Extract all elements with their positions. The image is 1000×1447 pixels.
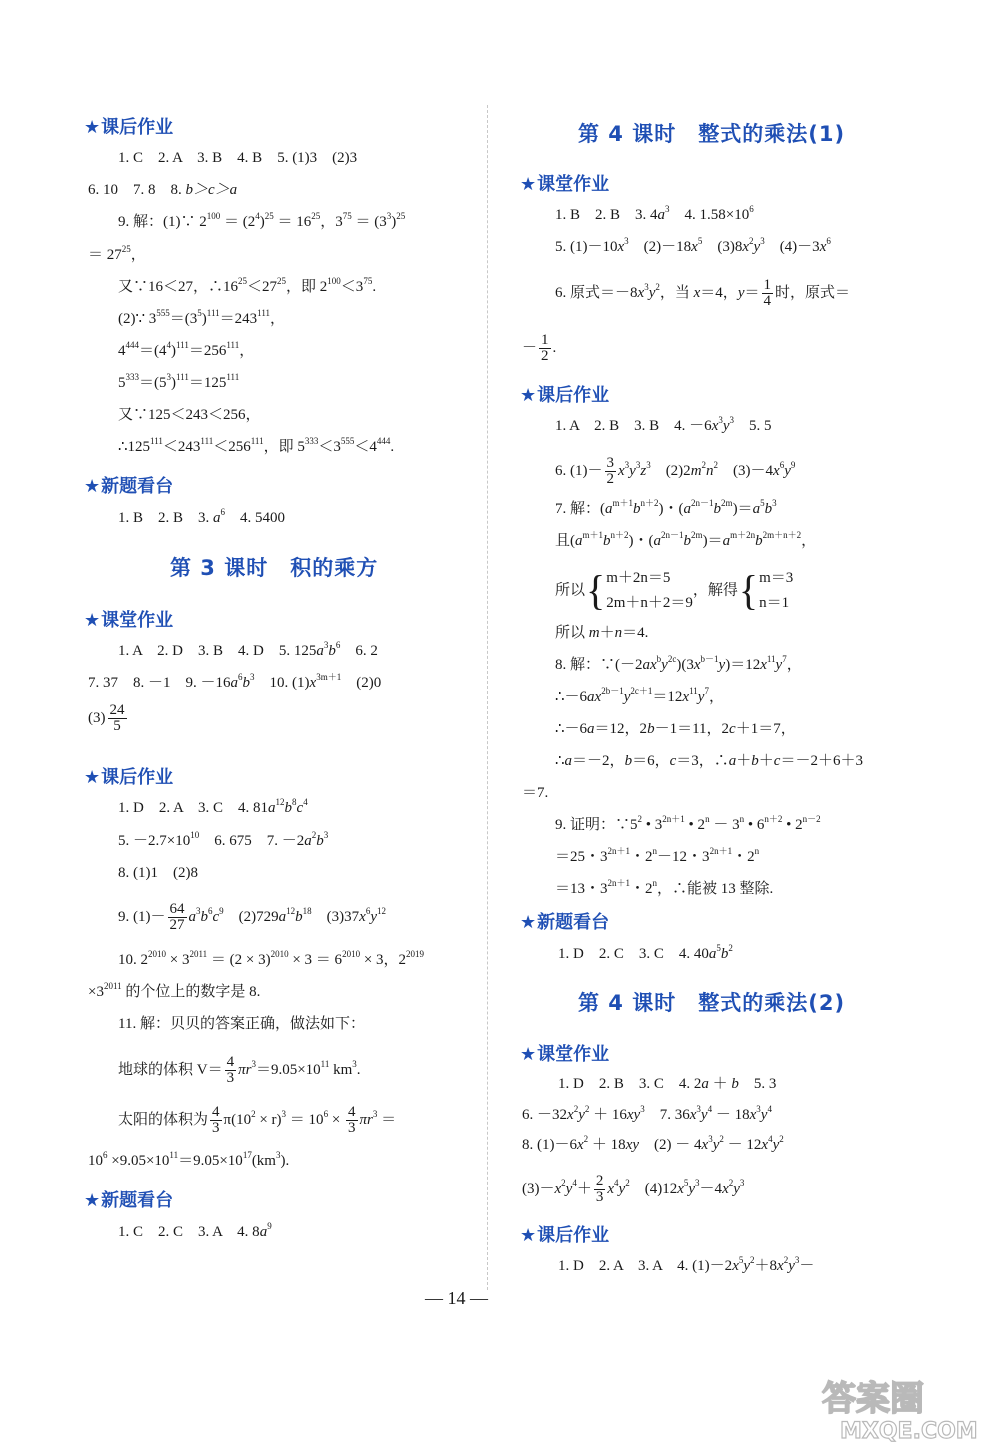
answer-line: $5^{333}=(5^3)^{111}=125^{111}$	[118, 372, 240, 391]
answer-line: 地球的体积 V＝ $\frac{4}{3}$ $\pi r^3=9.05\times 10^{11}$ $km^3$.	[118, 1054, 361, 1086]
answer-line: $(3)-x^2y^4+$ $\frac{2}{3}$ $x^4y^2$ $(4)12x^5y^3-4x^2y^3$	[522, 1173, 745, 1205]
answer-line: 1. A 2. D 3. B 4. D 5. $125a^3b^6$ 6. 2	[118, 640, 378, 659]
watermark-graphic	[818, 1372, 996, 1442]
answer-line: 1. B 2. B 3. $4a^3$ 4. $1.58\times 10^6$	[555, 204, 754, 223]
section-homework-in-class: ★课堂作业	[520, 174, 610, 195]
answer-line: 所以 m＋n＝4.	[555, 625, 649, 641]
fraction: $\frac{2}{3}$	[595, 1173, 604, 1205]
star-icon: ★	[520, 385, 537, 406]
answer-line: 1. B 2. B 3. $a^6$ 4. 5400	[118, 507, 286, 526]
equation-system-line: 所以{m＋2n＝5 2m＋n＋2＝9，解得{m＝3 n＝1	[555, 566, 794, 615]
lesson-title: 第 3 课时 积的乘方	[170, 556, 379, 580]
answer-line: ∴－6a＝12，2b－1＝11，2c＋1＝7，	[555, 721, 796, 737]
answer-line: 6. (1)－ $\frac{3}{2}$ $x^3y^3z^3$ $(2)2m^2n^2$ $(3)-4x^6y^9$	[555, 455, 796, 487]
section-new-problems: ★新题看台	[84, 1190, 174, 1211]
star-icon: ★	[520, 174, 537, 195]
answer-line: $10^6 \times 9.05\times 10^{11}=9.05\times 10^{17}(km^3)$.	[88, 1150, 290, 1169]
page-number: — 14 —	[425, 1288, 488, 1308]
section-homework-after-class: ★课后作业	[520, 1225, 610, 1246]
answer-line: 10. $2^{2010} \times 3^{2011} = (2 \times 3)^{2010} \times 3 = 6^{2010} \times 3$，$2^{2019}$	[118, 949, 425, 968]
answer-line: 7. 解：$(a^{m+1}b^{n+2})$・$(a^{2n-1}b^{2m})=a^5b^3$	[555, 498, 777, 517]
answer-line: (2)∵ $3^{555}=(3^5)^{111}=243^{111}$，	[118, 308, 286, 327]
equation-system: m＝3 n＝1	[759, 570, 794, 611]
fraction: $\frac{3}{2}$	[606, 455, 614, 487]
column-divider	[487, 105, 488, 1290]
answer-line: $\therefore-6ax^{2b-1}y^{2c+1}=12x^{11}y^7$，	[555, 686, 724, 705]
left-brace: {	[738, 566, 759, 615]
answer-line: 9. (1)－ $\frac{64}{27}$ $a^3b^6c^9$ $(2)729a^{12}b^{18}$ $(3)37x^6y^{12}$	[118, 901, 387, 933]
watermark-text: 答案圈	[822, 1379, 924, 1419]
star-icon: ★	[520, 1044, 537, 1065]
section-homework-after-class: ★课后作业	[84, 117, 174, 138]
answer-line: 1. A 2. B 3. B 4. $-6x^3y^3$ 5. 5	[555, 415, 772, 434]
section-homework-after-class: ★课后作业	[84, 767, 174, 788]
section-homework-after-class: ★课后作业	[520, 385, 610, 406]
section-homework-in-class: ★课堂作业	[84, 610, 174, 631]
answer-line: 6. $-32x^2y^2 + 16xy^3$ 7. $36x^3y^4 - 18x^3y^4$	[522, 1104, 772, 1123]
answer-line: 6. 10 7. 8 8. b＞c＞a	[88, 182, 238, 198]
answer-line: 1. D 2. C 3. C 4. $40a^5b^2$	[558, 943, 733, 962]
star-icon: ★	[84, 476, 101, 497]
answer-line: 太阳的体积为 $\frac{4}{3}$ $\pi(10^2 \times r)^3 = 10^6$ × $\frac{4}{3}$ $\pi r^3$ ＝	[118, 1104, 397, 1136]
answer-line: 1. C 2. A 3. B 4. B 5. (1)3 (2)3	[118, 150, 358, 166]
equation-system: m＋2n＝5 2m＋n＋2＝9	[606, 570, 693, 611]
fraction: $\frac{64}{27}$	[169, 901, 185, 933]
star-icon: ★	[84, 1190, 101, 1211]
section-new-problems: ★新题看台	[520, 912, 610, 933]
answer-line: 1. D 2. B 3. C 4. 2a ＋ b 5. 3	[558, 1076, 777, 1092]
answer-line: 1. C 2. C 3. A 4. $8a^9$	[118, 1221, 272, 1240]
answer-line: ＝25・$3^{2n+1}$・$2^n-12$・$3^{2n+1}$・2$^n$	[555, 846, 760, 865]
answer-line: 8. $(1)-6x^2 + 18xy$ $(2) - 4x^3y^2 - 12x^4y^2$	[522, 1134, 784, 1153]
star-icon: ★	[84, 767, 101, 788]
answer-line: ＝ $27^{25}$，	[88, 244, 146, 263]
answer-line: $\therefore 125^{111}<243^{111}<256^{111}$，即 $5^{333}<3^{555}<4^{444}$.	[118, 436, 395, 455]
answer-line: 5. $(1)-10x^3$ $(2)-18x^5$ $(3)8x^2y^3$ $(4)-3x^6$	[555, 236, 831, 255]
answer-line: 且$(a^{m+1}b^{n+2})$・$(a^{2n-1}b^{2m})=a^{m+2n}b^{2m+n+2}$，	[555, 530, 817, 549]
left-brace: {	[586, 566, 606, 615]
star-icon: ★	[84, 117, 101, 138]
answer-line: 又∵16＜27，$\therefore 16^{25}<27^{25}$，即 $2^{100}<3^{75}$.	[118, 276, 377, 295]
answer-line: － $\frac{1}{2}$ .	[522, 332, 557, 364]
fraction: $\frac{24}{5}$	[109, 702, 125, 734]
answer-line: ＝13・$3^{2n+1}$・2$^n$，∴能被 13 整除.	[555, 878, 774, 897]
fraction: $\frac{4}{3}$	[348, 1104, 356, 1136]
answer-line: ＝7.	[522, 785, 549, 801]
fraction: $\frac{4}{3}$	[226, 1054, 235, 1086]
answer-line: ∴a＝－2，b＝6，c＝3，∴a＋b＋c＝－2＋6＋3	[555, 753, 863, 769]
section-new-problems: ★新题看台	[84, 476, 174, 497]
answer-line: 9. 解：(1)∵ $2^{100} = (2^4)^{25} = 16^{25}$，$3^{75} = (3^3)^{25}$	[118, 211, 406, 230]
star-icon: ★	[520, 912, 537, 933]
answer-line: 11. 解：贝贝的答案正确，做法如下：	[118, 1016, 365, 1032]
watermark-logo	[818, 1372, 996, 1442]
answer-line: 8. 解：$\because(-2ax^by^{2c})(3x^{b-1}y)=12x^{11}y^7$，	[555, 654, 802, 673]
star-icon: ★	[84, 610, 101, 631]
lesson-title: 第 4 课时 整式的乘法(2)	[578, 991, 846, 1015]
answer-line: 9. 证明：$\because 5^2$ • $3^{2n+1}$ • $2^n - 3^n$ • $6^{n+2}$ • $2^{n-2}$	[555, 814, 821, 833]
answer-line: 6. 原式$=-8x^3y^2$，当 x＝4，y＝ $\frac{1}{4}$ 时，原式＝	[555, 277, 851, 309]
lesson-title: 第 4 课时 整式的乘法(1)	[578, 122, 846, 146]
answer-line: (3) $\frac{24}{5}$	[88, 702, 125, 734]
answer-line: 7. 37 8. －1 9. $-16a^6b^3$ 10. $(1)x^{3m+1}$ (2)0	[88, 672, 382, 691]
fraction: $\frac{1}{2}$	[541, 332, 549, 364]
answer-line: $4^{444}=(4^4)^{111}=256^{111}$，	[118, 340, 255, 359]
fraction: $\frac{1}{4}$	[763, 277, 771, 309]
answer-line: $\times 3^{2011}$ 的个位上的数字是 8.	[88, 981, 261, 1000]
fraction: $\frac{4}{3}$	[212, 1104, 220, 1136]
answer-line: 1. D 2. A 3. C 4. $81a^{12}b^8c^4$	[118, 797, 308, 816]
section-homework-in-class: ★课堂作业	[520, 1044, 610, 1065]
star-icon: ★	[520, 1225, 537, 1246]
answer-line: 5. $-2.7\times 10^{10}$ 6. 675 7. $-2a^2b^3$	[118, 830, 329, 849]
answer-line: 又∵125＜243＜256，	[118, 407, 261, 423]
watermark-url: MXQE.COM	[840, 1419, 978, 1442]
answer-line: 1. D 2. A 3. A 4. $(1)-2x^5y^2+8x^2y^3-$	[558, 1255, 815, 1274]
answer-line: 8. (1)1 (2)8	[118, 865, 198, 881]
